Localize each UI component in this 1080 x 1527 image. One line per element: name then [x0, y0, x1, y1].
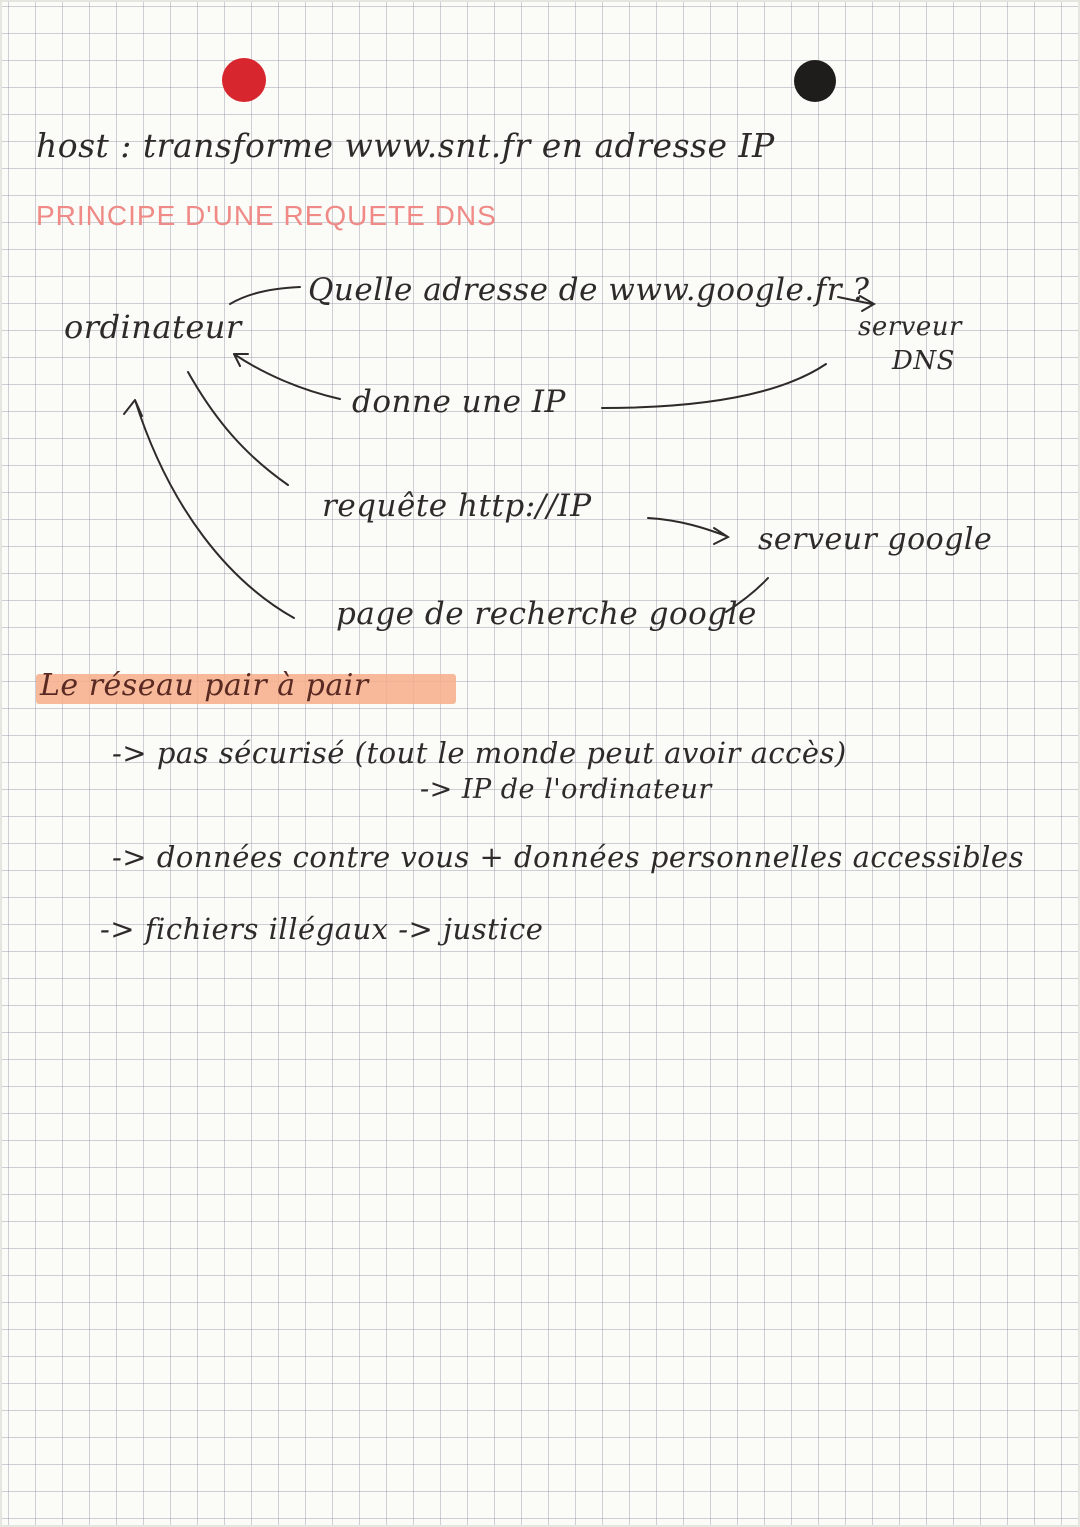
bullet-illegal-files: -> fichiers illégaux -> justice	[100, 912, 544, 946]
diagram-client-label: ordinateur	[64, 308, 242, 346]
diagram-dns-server-line2: DNS	[892, 346, 955, 376]
arrow-client-to-request	[188, 372, 288, 485]
bullet-not-secure: -> pas sécurisé (tout le monde peut avoir accès)	[112, 736, 847, 770]
bullet-personal-data: -> données contre vous + données personnelles accessibles	[112, 840, 1024, 874]
arrow-question-to-dns	[230, 287, 300, 304]
bullet-not-secure-sub: -> IP de l'ordinateur	[420, 774, 712, 805]
arrow-request-to-google	[648, 518, 728, 544]
section-title-dns-request: PRINCIPE D'UNE REQUETE DNS	[36, 200, 497, 231]
arrow-question-tail	[838, 296, 874, 311]
arrow-response-to-client	[124, 400, 294, 618]
diagram-google-server-label: serveur google	[758, 522, 993, 557]
arrow-dns-to-answer	[602, 364, 826, 408]
arrow-answer-to-client	[234, 354, 340, 399]
diagram-dns-server-line1: serveur	[858, 312, 962, 342]
arrow-google-to-response	[726, 578, 768, 612]
diagram-answer-label: donne une IP	[352, 384, 566, 420]
host-definition-line: host : transforme www.snt.fr en adresse IP	[36, 126, 775, 165]
section-title-peer-to-peer: Le réseau pair à pair	[40, 668, 369, 703]
diagram-question-label: Quelle adresse de www.google.fr ?	[308, 272, 870, 308]
diagram-response-label: page de recherche google	[336, 596, 757, 632]
diagram-http-request-label: requête http://IP	[322, 488, 592, 524]
